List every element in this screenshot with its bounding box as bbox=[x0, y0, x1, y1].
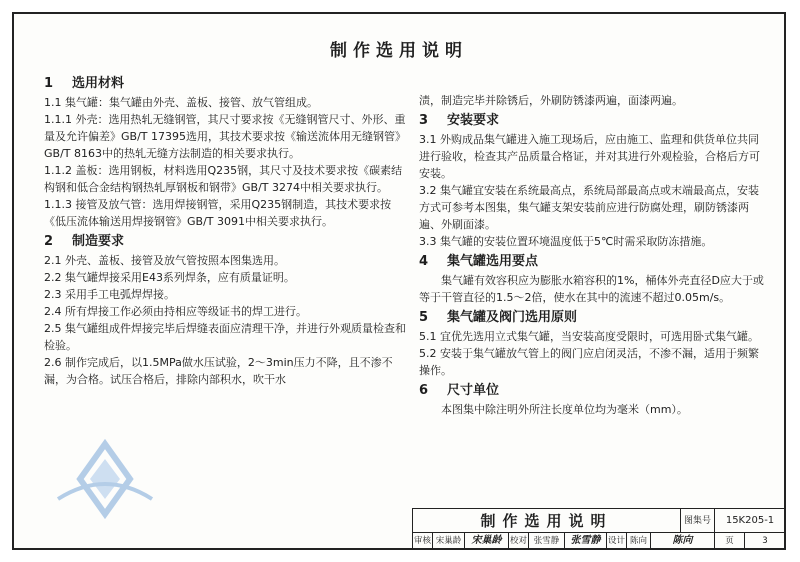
reviewer-name: 宋巢龄 bbox=[433, 533, 465, 549]
right-column bbox=[419, 92, 764, 418]
checker-name: 张雪静 bbox=[529, 533, 565, 549]
paragraph-3-1: 3.1 外购成品集气罐进入施工现场后，应由施工、监理和供货单位共同进行验收，检查其产品质量合格证，并对其进行外观检验，合格后方可安装。 bbox=[419, 133, 760, 180]
section-heading-5 bbox=[419, 309, 764, 327]
section-title: 制造要求 bbox=[72, 234, 125, 249]
reviewer-signature: 宋巢龄 bbox=[465, 533, 509, 549]
review-label: 审核 bbox=[413, 533, 433, 549]
designer-signature: 陈向 bbox=[651, 533, 715, 549]
section-number: 1 bbox=[44, 76, 54, 91]
paragraph-1-1-1: 1.1.1 外壳：选用热轧无缝钢管，其尺寸要求按《无缝钢管尺寸、外形、重量及允许偏差》GB/T 17395选用，其技术要求按《输送流体用无缝钢管》GB/T 8163中的热轧无缝方法制造的相关要求执行。 bbox=[44, 113, 406, 160]
paragraph-1-1-3: 1.1.3 接管及放气管：选用焊接钢管，采用Q235钢制造，其技术要求按《低压流体输送用焊接钢管》GB/T 3091中相关要求执行。 bbox=[44, 198, 392, 228]
section-number: 3 bbox=[419, 113, 429, 128]
section-heading-4 bbox=[419, 253, 764, 271]
section-title: 集气罐选用要点 bbox=[447, 254, 539, 269]
page-title: 制作选用说明 bbox=[330, 41, 468, 61]
section-heading-3 bbox=[419, 112, 764, 130]
paragraph-4: 集气罐有效容积应为膨胀水箱容积的1%，桶体外壳直径D应大于或等于干管直径的1.5～2倍，使水在其中的流速不超过0.05m/s。 bbox=[419, 274, 764, 304]
paragraph-3-2: 3.2 集气罐宜安装在系统最高点，系统局部最高点或末端最高点，安装方式可参考本图集，集气罐支架安装前应进行防腐处理，刷防锈漆两遍、外刷面漆。 bbox=[419, 184, 759, 231]
signature-row bbox=[413, 533, 786, 549]
atlas-number-label: 图集号 bbox=[681, 509, 715, 533]
paragraph-3-3: 3.3 集气罐的安装位置环境温度低于5℃时需采取防冻措施。 bbox=[419, 235, 713, 248]
title-block-title: 制作选用说明 bbox=[413, 509, 681, 533]
section-title: 选用材料 bbox=[72, 76, 125, 91]
paragraph-2-3: 2.3 采用手工电弧焊焊接。 bbox=[44, 288, 175, 301]
paragraph-1-1-2: 1.1.2 盖板：选用钢板，材料选用Q235钢，其尺寸及技术要求按《碳素结构钢和低合金结构钢热轧厚钢板和钢带》GB/T 3274中相关要求执行。 bbox=[44, 164, 403, 194]
paragraph-2-4: 2.4 所有焊接工作必须由持相应等级证书的焊工进行。 bbox=[44, 305, 307, 318]
section-number: 5 bbox=[419, 310, 429, 325]
paragraph-6: 本图集中除注明外所注长度单位均为毫米（mm）。 bbox=[441, 403, 688, 416]
section-title: 安装要求 bbox=[447, 113, 500, 128]
section-number: 4 bbox=[419, 254, 429, 269]
section-heading-6 bbox=[419, 382, 764, 400]
drawing-sheet bbox=[12, 12, 786, 550]
section-number: 6 bbox=[419, 383, 429, 398]
paragraph-2-1: 2.1 外壳、盖板、接管及放气管按照本图集选用。 bbox=[44, 254, 285, 267]
check-label: 校对 bbox=[509, 533, 529, 549]
paragraph-continued: 渍，制造完毕并除锈后，外刷防锈漆两遍，面漆两遍。 bbox=[419, 94, 683, 107]
section-title: 尺寸单位 bbox=[447, 383, 500, 398]
section-heading-1 bbox=[44, 75, 406, 93]
paragraph-2-6: 2.6 制作完成后，以1.5MPa做水压试验，2～3min压力不降，且不渗不漏，为合格。试压合格后，排除内部积水，吹干水 bbox=[44, 356, 393, 386]
page-label: 页 bbox=[715, 533, 745, 549]
section-number: 2 bbox=[44, 234, 54, 249]
designer-name: 陈向 bbox=[627, 533, 651, 549]
paragraph-5-2: 5.2 安装于集气罐放气管上的阀门应启闭灵活，不渗不漏，适用于频繁操作。 bbox=[419, 347, 759, 377]
page-number: 3 bbox=[762, 536, 768, 546]
design-label: 设计 bbox=[607, 533, 627, 549]
paragraph-2-2: 2.2 集气罐焊接采用E43系列焊条，应有质量证明。 bbox=[44, 271, 295, 284]
section-heading-2 bbox=[44, 233, 406, 251]
paragraph-1-1: 1.1 集气罐：集气罐由外壳、盖板、接管、放气管组成。 bbox=[44, 96, 318, 109]
left-column bbox=[44, 72, 406, 388]
title-block bbox=[412, 508, 786, 550]
atlas-number: 15K205-1 bbox=[715, 509, 785, 533]
watermark-logo-icon bbox=[50, 439, 160, 519]
paragraph-5-1: 5.1 宜优先选用立式集气罐，当安装高度受限时，可选用卧式集气罐。 bbox=[419, 330, 759, 343]
checker-signature: 张雪静 bbox=[565, 533, 607, 549]
section-title: 集气罐及阀门选用原则 bbox=[447, 310, 578, 325]
paragraph-2-5: 2.5 集气罐组成件焊接完毕后焊缝表面应清理干净，并进行外观质量检查和检验。 bbox=[44, 322, 406, 352]
